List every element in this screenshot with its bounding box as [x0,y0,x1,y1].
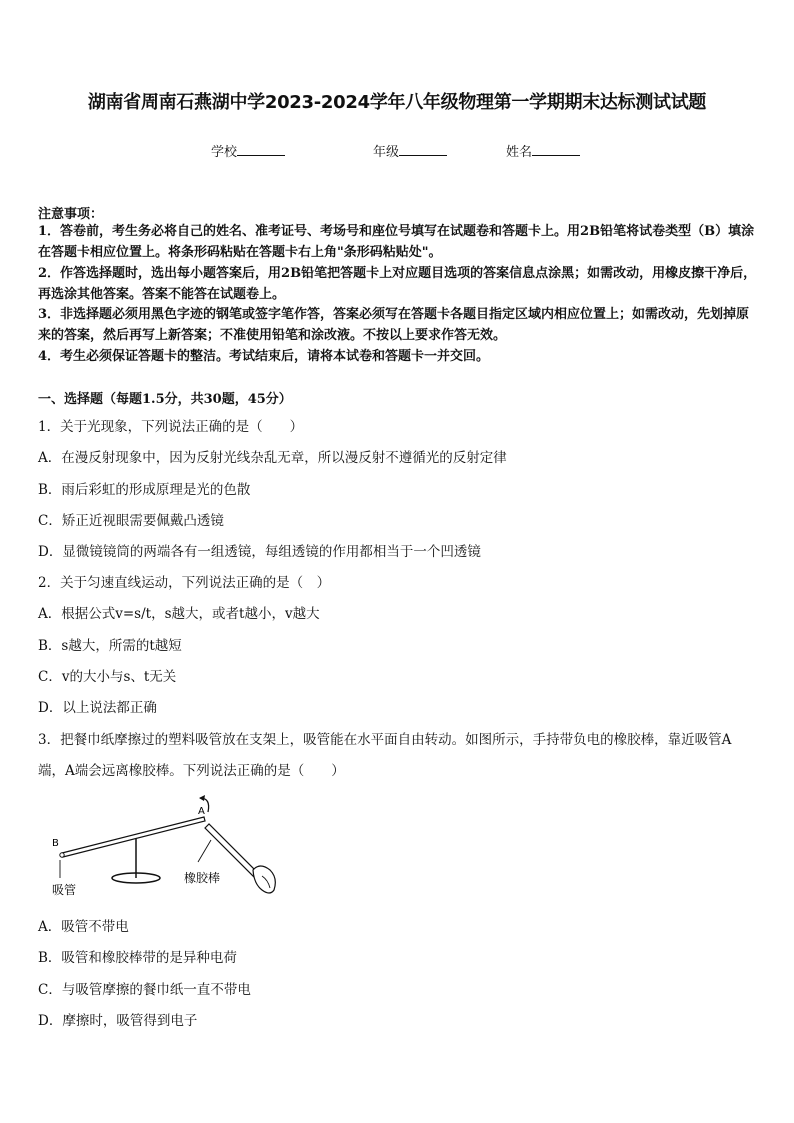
straw-rod-figure [48,790,288,902]
q2-option-b: B．s越大，所需的t越短 [38,638,182,654]
name-field [506,141,580,160]
straw [62,817,205,857]
notes-heading: 注意事项： [38,207,104,222]
q1-option-b: B．雨后彩虹的形成原理是光的色散 [38,482,251,498]
note-item-2: 2．作答选择题时，选出每小题答案后，用2B铅笔把答题卡上对应题目选项的答案信息点涂黑；如需改动，用橡皮擦干净后，再选涂其他答案。答案不能答在试题卷上。 [38,266,757,302]
grade-field [373,141,447,160]
name-blank [532,143,580,156]
rod-pointer-line [198,840,211,862]
page-title: 湖南省周南石燕湖中学2023-2024学年八年级物理第一学期期末达标测试试题 [87,92,707,113]
q2-option-c: C．v的大小与s、t无关 [38,669,177,685]
label-a: A [198,806,205,817]
grade-blank [399,143,447,156]
school-field [211,141,285,160]
q1-option-c: C．矫正近视眼需要佩戴凸透镜 [38,513,224,529]
q3-option-c: C．与吸管摩擦的餐巾纸一直不带电 [38,982,251,998]
q3-option-d: D．摩擦时，吸管得到电子 [38,1013,198,1029]
q1-option-d: D．显微镜镜筒的两端各有一组透镜，每组透镜的作用都相当于一个凹透镜 [38,544,481,560]
q1-option-a: A．在漫反射现象中，因为反射光线杂乱无章，所以漫反射不遵循光的反射定律 [38,450,507,466]
q3-option-a: A．吸管不带电 [38,919,129,935]
section-heading: 一、选择题（每题1.5分，共30题，45分） [38,392,292,407]
q3-option-b: B．吸管和橡胶棒带的是异种电荷 [38,950,237,966]
label-b: B [52,838,59,849]
q1-stem: 1．关于光现象，下列说法正确的是（ ） [38,419,304,435]
label-straw: 吸管 [52,883,77,897]
school-label: 学校 [211,145,238,160]
name-label: 姓名 [506,145,533,160]
q2-stem: 2．关于匀速直线运动，下列说法正确的是（ ） [38,575,331,591]
q3-stem-line-1: 3．把餐巾纸摩擦过的塑料吸管放在支架上，吸管能在水平面自由转动。如图所示，手持带负电的橡胶棒，靠近吸管A [38,732,732,748]
grade-label: 年级 [373,145,400,160]
school-blank [237,143,285,156]
straw-end-b [60,853,64,857]
note-item-1: 1．答卷前，考生务必将自己的姓名、准考证号、考场号和座位号填写在试题卷和答题卡上。用2B铅笔将试卷类型（B）填涂在答题卡相应位置上。将条形码粘贴在答题卡右上角"条形码粘贴处"。 [38,224,755,260]
arrow-head-icon [199,795,205,801]
label-rod: 橡胶棒 [184,871,221,885]
q3-stem-line-2: 端，A端会远离橡胶棒。下列说法正确的是（ ） [38,763,345,779]
note-item-3: 3．非选择题必须用黑色字迹的钢笔或签字笔作答，答案必须写在答题卡各题目指定区域内相应位置上；如需改动，先划掉原来的答案，然后再写上新答案；不准使用铅笔和涂改液。不按以上要求作答无效。 [38,307,750,343]
q2-option-a: A．根据公式v=s/t，s越大，或者t越小，v越大 [38,606,320,622]
hand-icon [253,866,275,893]
note-item-4: 4．考生必须保证答题卡的整洁。考试结束后，请将本试卷和答题卡一并交回。 [38,349,490,364]
q2-option-d: D．以上说法都正确 [38,700,157,716]
